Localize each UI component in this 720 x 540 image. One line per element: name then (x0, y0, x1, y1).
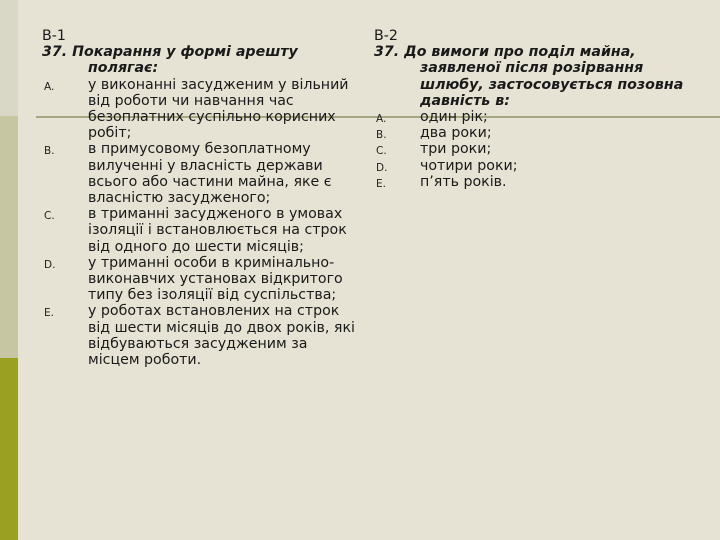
option-text: чотири роки; (420, 157, 518, 174)
option-text: п’ять років. (420, 173, 507, 190)
variant-1-question-line1: 37. Покарання у формі арешту (42, 44, 298, 61)
option-letter: E. (44, 307, 54, 320)
option-letter: E. (376, 177, 386, 190)
option-letter: B. (376, 129, 387, 142)
option-b (42, 141, 358, 206)
option-d (374, 158, 694, 174)
option-letter: A. (44, 80, 55, 93)
option-e (42, 303, 358, 368)
option-b (374, 125, 694, 141)
option-text: у виконанні засудженим у вільний від роботи чи навчання час безоплатних суспільно корисних робіт; (88, 76, 349, 142)
option-c (42, 206, 358, 255)
option-letter: C. (376, 145, 387, 158)
variant-2-question-line2: заявленої після розірвання шлюбу, застосовується позовна давність в: (420, 60, 684, 109)
variant-2-question (374, 44, 694, 109)
option-text: один рік; (420, 109, 488, 126)
option-e (374, 174, 694, 190)
variant-1-column (42, 22, 358, 368)
variant-1-question (42, 44, 358, 76)
left-decor-strip-top (0, 0, 18, 116)
variant-1-question-line2: полягає: (88, 60, 159, 77)
option-letter: B. (44, 145, 55, 158)
option-text: у роботах встановлених на строк від шести місяців до двох років, які відбуваються засудженим за місцем роботи. (88, 303, 355, 369)
option-a (42, 77, 358, 142)
variant-2-question-line1: 37. До вимоги про поділ майна, (374, 44, 636, 61)
option-text: в примусовому безоплатному вилученні у власність держави всього або частини майна, яке є власністю засудженого; (88, 141, 332, 207)
option-a (374, 109, 694, 125)
left-decor-strip-middle (0, 116, 18, 358)
variant-2-column (374, 22, 694, 190)
option-letter: C. (44, 210, 55, 223)
option-text: три роки; (420, 141, 492, 158)
option-d (42, 255, 358, 304)
variant-1-label: В-1 (42, 28, 66, 44)
option-letter: D. (376, 161, 388, 174)
option-letter: D. (44, 258, 56, 271)
option-c (374, 141, 694, 157)
variant-2-label: В-2 (374, 28, 398, 44)
option-letter: A. (376, 113, 387, 126)
left-decor-strip-bottom (0, 358, 18, 540)
option-text: в триманні засудженого в умовах ізоляції і встановлюється на строк від одного до шести місяців; (88, 206, 347, 255)
option-text: у триманні особи в кримінально-виконавчих установах відкритого типу без ізоляції від суспільства; (88, 254, 343, 304)
option-text: два роки; (420, 125, 492, 142)
